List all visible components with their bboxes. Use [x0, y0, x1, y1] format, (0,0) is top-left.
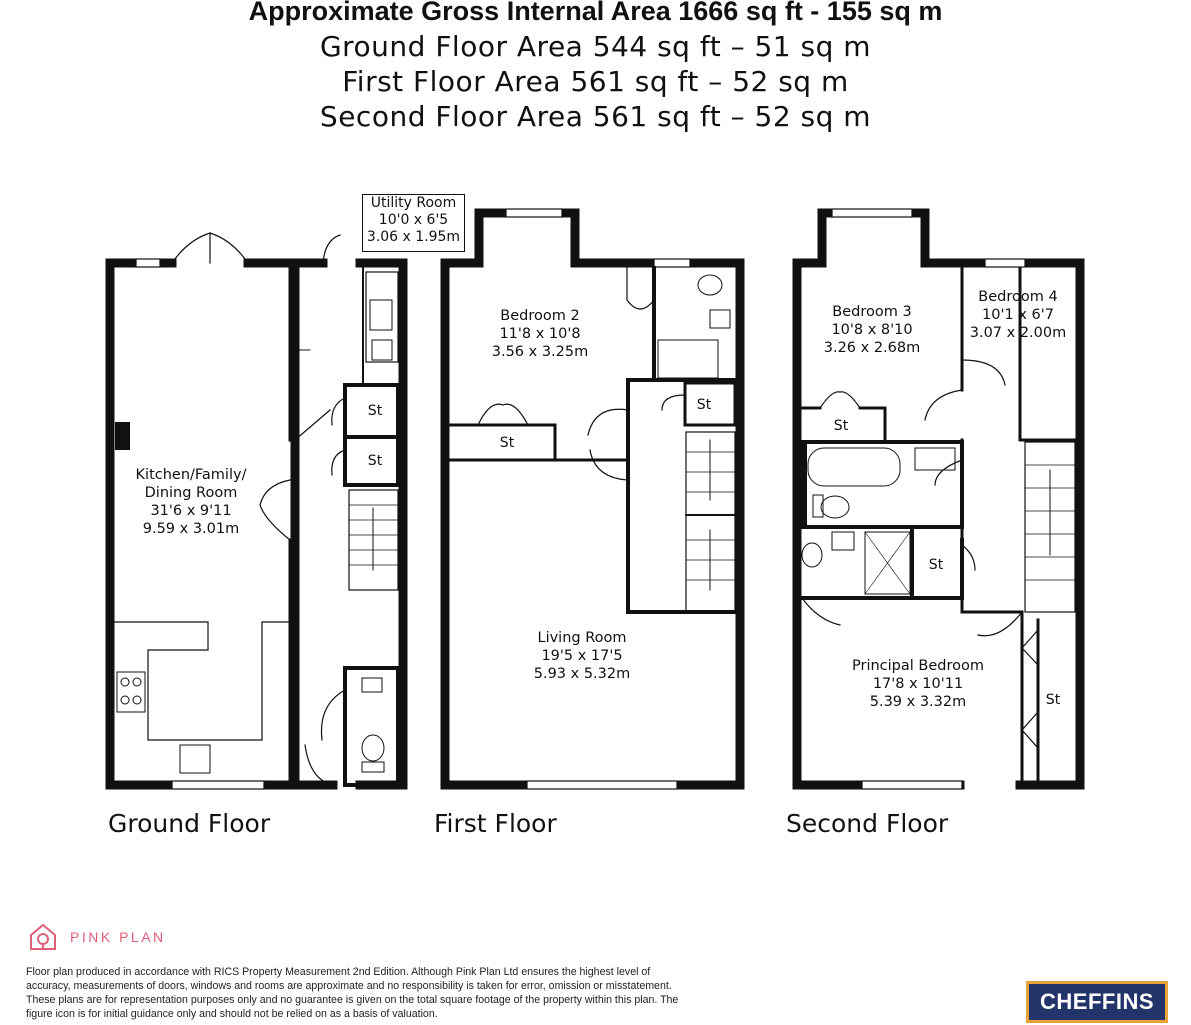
bedroom-3-label: [824, 303, 921, 357]
utility-room-imperial: 10'0 x 6'5: [378, 212, 449, 228]
bedroom-3-metric: 3.26 x 2.68m: [823, 340, 921, 356]
second-store-1-label: St: [833, 418, 849, 434]
ground-store-1-label: St: [367, 403, 383, 419]
bedroom-2-imperial: 11'8 x 10'8: [499, 326, 581, 342]
bedroom-3-imperial: 10'8 x 8'10: [831, 322, 913, 338]
living-room-label: [534, 629, 631, 683]
pink-plan-name: PINK PLAN: [70, 929, 166, 945]
bedroom-4-name: Bedroom 4: [978, 289, 1058, 305]
kitchen-imperial: 31'6 x 9'11: [150, 503, 232, 519]
ground-floor-area-line: Ground Floor Area 544 sq ft – 51 sq m: [319, 30, 872, 63]
bedroom-4-imperial: 10'1 x 6'7: [982, 307, 1054, 323]
first-store-1-label: St: [499, 435, 515, 451]
principal-bedroom-imperial: 17'8 x 10'11: [872, 676, 964, 692]
second-floor-area-line: Second Floor Area 561 sq ft – 52 sq m: [319, 100, 872, 133]
bedroom-3-name: Bedroom 3: [832, 304, 912, 320]
second-store-3-label: St: [1045, 692, 1061, 708]
bedroom-4-label: [970, 288, 1067, 342]
living-room-metric: 5.93 x 5.32m: [533, 666, 631, 682]
gross-area-title: Approximate Gross Internal Area 1666 sq ft - 155 sq m: [248, 0, 943, 26]
utility-room-name: Utility Room: [370, 195, 457, 211]
ground-floor-label: Ground Floor: [108, 809, 271, 838]
principal-bedroom-label: [852, 657, 984, 711]
ground-store-2-label: St: [367, 453, 383, 469]
bedroom-4-metric: 3.07 x 2.00m: [969, 325, 1067, 341]
kitchen-name-line1: Kitchen/Family/: [135, 467, 247, 483]
first-floor-area-line: First Floor Area 561 sq ft – 52 sq m: [342, 65, 849, 98]
pink-plan-brand: [28, 922, 166, 952]
second-store-2-label: St: [928, 557, 944, 573]
living-room-name: Living Room: [537, 630, 627, 646]
disclaimer-text: Floor plan produced in accordance with RICS Property Measurement 2nd Edition. Although Pink Plan Ltd ensures the highest level of accuracy, measurements of doors, windows and rooms are approximate and no responsibility is taken for error, omission or misstatement. These plans are for representation purposes only and no guarantee is given on the total square footage of the property within this plan. The figure icon is for initial guidance only and should not be relied on as a basis of valuation.: [26, 966, 679, 1020]
bedroom-2-metric: 3.56 x 3.25m: [491, 344, 589, 360]
bedroom-2-name: Bedroom 2: [500, 308, 580, 324]
principal-bedroom-metric: 5.39 x 3.32m: [869, 694, 967, 710]
first-floor-walls: [445, 209, 740, 789]
pink-plan-logo-icon: [28, 922, 58, 952]
cheffins-logo: CHEFFINS: [1026, 981, 1168, 1023]
bedroom-2-label: [492, 307, 589, 361]
principal-bedroom-name: Principal Bedroom: [852, 658, 984, 674]
first-store-2-label: St: [696, 397, 712, 413]
second-floor-label: Second Floor: [786, 809, 949, 838]
utility-room-label: [362, 194, 465, 252]
first-floor-label: First Floor: [434, 809, 557, 838]
utility-room-metric: 3.06 x 1.95m: [366, 229, 461, 245]
kitchen-family-dining-label: [136, 466, 247, 538]
kitchen-metric: 9.59 x 3.01m: [142, 521, 240, 537]
kitchen-name-line2: Dining Room: [144, 485, 238, 501]
living-room-imperial: 19'5 x 17'5: [541, 648, 623, 664]
